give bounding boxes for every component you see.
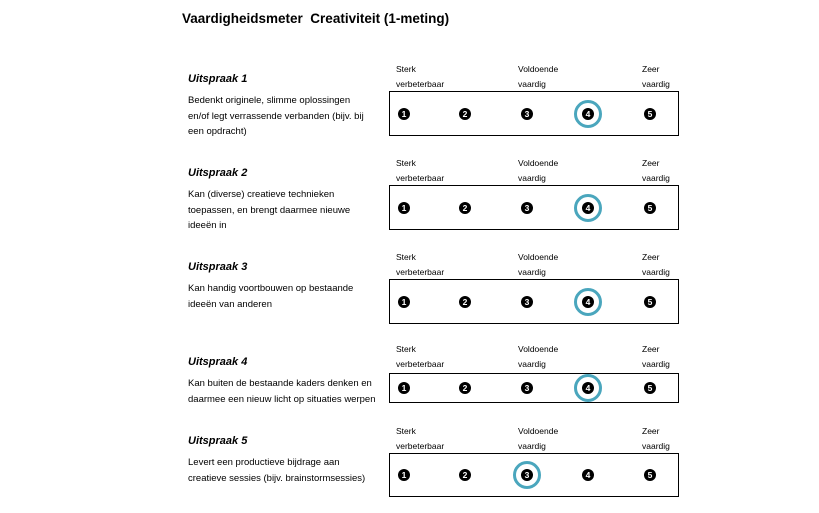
label-line: Sterk	[396, 426, 416, 436]
scale-label-zeer	[642, 342, 670, 372]
scale-label-voldoende	[518, 62, 558, 92]
description-line: Kan buiten de bestaande kaders denken en	[188, 378, 372, 389]
rating-option-5[interactable]: 5	[644, 202, 656, 214]
page-title: Vaardigheidsmeter Creativiteit (1-meting)	[182, 11, 450, 26]
rating-option-2[interactable]: 2	[459, 382, 471, 394]
rating-option-4[interactable]: 4	[582, 108, 594, 120]
label-line: vaardig	[642, 359, 670, 369]
rating-option-5[interactable]: 5	[644, 296, 656, 308]
rating-option-4[interactable]: 4	[582, 202, 594, 214]
scale-label-zeer	[642, 62, 670, 92]
description-line: ideeën van anderen	[188, 298, 272, 310]
description-line: toepassen, en brengt daarmee nieuwe	[188, 204, 351, 216]
rating-scale	[389, 185, 679, 230]
selected-ring-icon	[574, 288, 602, 316]
label-line: vaardig	[518, 79, 546, 89]
label-line: Sterk	[396, 158, 416, 168]
rating-option-1[interactable]: 1	[398, 382, 410, 394]
label-line: verbeterbaar	[396, 173, 445, 183]
label-line: vaardig	[642, 173, 670, 183]
rating-option-4[interactable]: 4	[582, 469, 594, 481]
scale-label-voldoende	[518, 250, 558, 280]
description-line: ideeën in	[188, 220, 227, 231]
label-line: verbeterbaar	[396, 359, 445, 369]
label-line: Voldoende	[518, 158, 559, 168]
statement-description	[188, 281, 383, 312]
label-line: vaardig	[518, 267, 546, 277]
label-line: Zeer	[642, 344, 660, 354]
rating-option-5[interactable]: 5	[644, 108, 656, 120]
scale-label-voldoende	[518, 424, 558, 454]
scale-label-zeer	[642, 156, 670, 186]
rating-option-1[interactable]: 1	[398, 108, 410, 120]
statement-description	[188, 187, 383, 234]
label-line: Voldoende	[518, 426, 559, 436]
description-line: Levert een productieve bijdrage aan	[188, 457, 340, 468]
label-line: vaardig	[642, 267, 670, 277]
selected-ring-icon	[513, 461, 541, 489]
rating-scale	[389, 279, 679, 324]
rating-option-2[interactable]: 2	[459, 202, 471, 214]
label-line: Zeer	[642, 64, 660, 74]
label-line: vaardig	[642, 441, 670, 451]
description-line: Bedenkt originele, slimme oplossingen	[188, 95, 351, 106]
rating-option-1[interactable]: 1	[398, 202, 410, 214]
label-line: Sterk	[396, 344, 416, 354]
scale-label-sterk	[396, 250, 444, 280]
label-line: verbeterbaar	[396, 79, 445, 89]
label-line: Voldoende	[518, 344, 559, 354]
scale-label-sterk	[396, 62, 444, 92]
scale-label-zeer	[642, 250, 670, 280]
label-line: Zeer	[642, 426, 660, 436]
rating-option-2[interactable]: 2	[459, 296, 471, 308]
statement-heading: Uitspraak 2	[188, 167, 248, 179]
description-line: en/of legt verrassende verbanden (bijv. bij	[188, 110, 364, 122]
label-line: vaardig	[518, 441, 546, 451]
rating-scale	[389, 91, 679, 136]
statement-description	[188, 455, 383, 486]
label-line: verbeterbaar	[396, 267, 445, 277]
rating-option-1[interactable]: 1	[398, 296, 410, 308]
label-line: verbeterbaar	[396, 441, 445, 451]
rating-option-3[interactable]: 3	[521, 108, 533, 120]
label-line: vaardig	[642, 79, 670, 89]
statement-heading: Uitspraak 3	[188, 261, 248, 273]
rating-option-3[interactable]: 3	[521, 202, 533, 214]
rating-option-4[interactable]: 4	[582, 382, 594, 394]
label-line: Sterk	[396, 252, 416, 262]
statement-description	[188, 93, 383, 140]
scale-label-sterk	[396, 342, 444, 372]
label-line: Sterk	[396, 64, 416, 74]
scale-label-voldoende	[518, 156, 558, 186]
description-line: een opdracht)	[188, 126, 247, 137]
rating-option-5[interactable]: 5	[644, 469, 656, 481]
selected-ring-icon	[574, 194, 602, 222]
label-line: Zeer	[642, 252, 660, 262]
rating-option-5[interactable]: 5	[644, 382, 656, 394]
selected-ring-icon	[574, 100, 602, 128]
label-line: Voldoende	[518, 252, 559, 262]
description-line: Kan handig voortbouwen op bestaande	[188, 283, 354, 294]
description-line: daarmee een nieuw licht op situaties werpen	[188, 393, 376, 405]
scale-label-voldoende	[518, 342, 558, 372]
rating-option-3[interactable]: 3	[521, 382, 533, 394]
label-line: vaardig	[518, 359, 546, 369]
scale-label-sterk	[396, 156, 444, 186]
statement-heading: Uitspraak 5	[188, 435, 248, 447]
rating-scale	[389, 373, 679, 403]
statement-heading: Uitspraak 4	[188, 356, 248, 368]
rating-option-3[interactable]: 3	[521, 296, 533, 308]
rating-option-2[interactable]: 2	[459, 108, 471, 120]
rating-option-1[interactable]: 1	[398, 469, 410, 481]
label-line: Zeer	[642, 158, 660, 168]
statement-description	[188, 376, 383, 407]
rating-option-2[interactable]: 2	[459, 469, 471, 481]
rating-scale	[389, 453, 679, 497]
scale-label-sterk	[396, 424, 444, 454]
rating-option-3[interactable]: 3	[521, 469, 533, 481]
label-line: Voldoende	[518, 64, 559, 74]
description-line: creatieve sessies (bijv. brainstormsessies)	[188, 472, 366, 484]
scale-label-zeer	[642, 424, 670, 454]
statement-heading: Uitspraak 1	[188, 73, 248, 85]
selected-ring-icon	[574, 374, 602, 402]
label-line: vaardig	[518, 173, 546, 183]
rating-option-4[interactable]: 4	[582, 296, 594, 308]
description-line: Kan (diverse) creatieve technieken	[188, 189, 335, 200]
